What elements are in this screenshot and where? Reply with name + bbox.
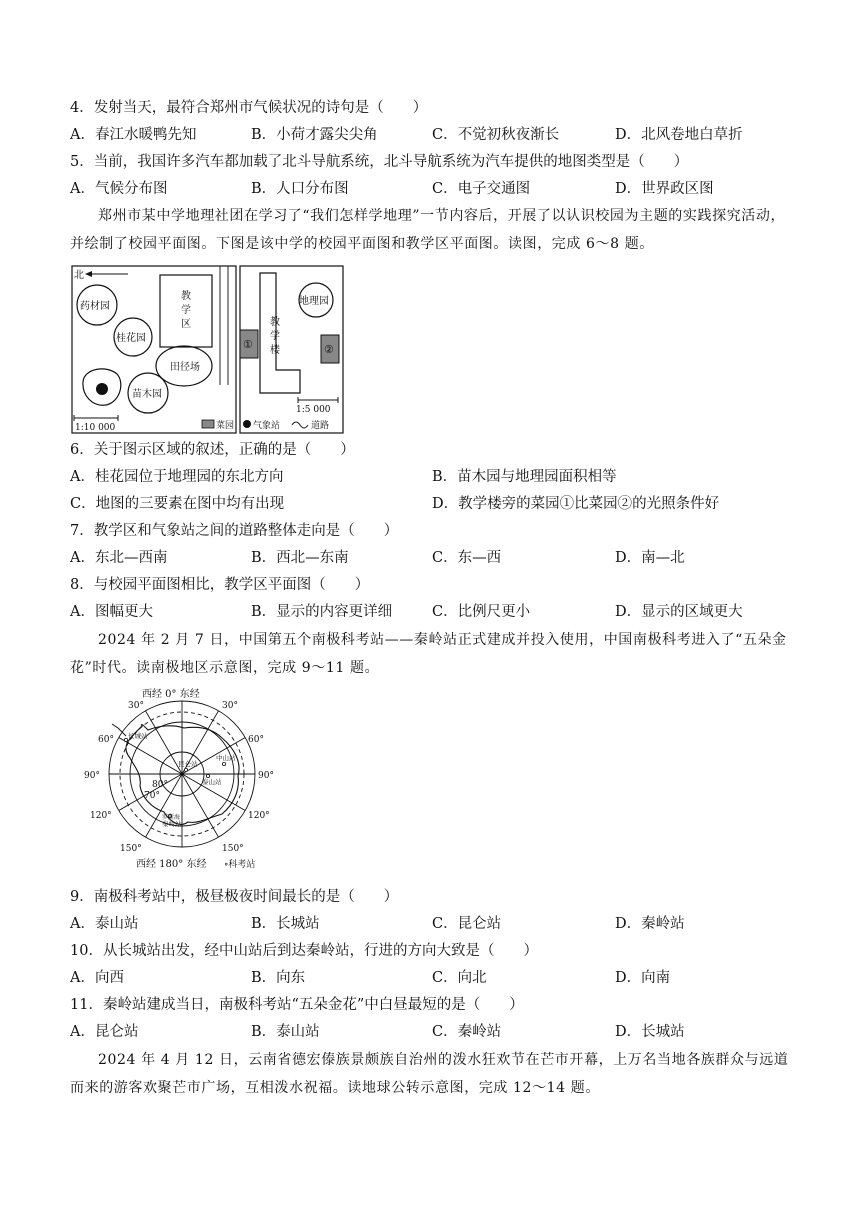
option-b: B．人口分布图 bbox=[251, 181, 349, 197]
option-d: D．南—北 bbox=[615, 550, 685, 566]
option-d: D．长城站 bbox=[615, 1024, 685, 1040]
question-4-stem: 4．发射当天，最符合郑州市气候状况的诗句是（ ） bbox=[70, 100, 428, 116]
teaching-building-label-1: 教 bbox=[270, 317, 280, 328]
legend-weather-label: 气象站 bbox=[253, 421, 281, 431]
option-b: B．苗木园与地理园面积相等 bbox=[432, 469, 617, 485]
qinling-station-label: 秦岭站 bbox=[162, 820, 182, 828]
lon-60-right: 60° bbox=[248, 735, 264, 745]
option-b: B．显示的内容更详细 bbox=[251, 604, 393, 620]
option-d: D．秦岭站 bbox=[615, 916, 685, 932]
festival-passage: 2024 年 4 月 12 日，云南省德宏傣族景颇族自治州的泼水狂欢节在芒市开幕，上万名当地各族群众与远道而来的游客欢聚芒市广场，互相泼水祝福。读地球公转示意图，完成 12～14 题。 bbox=[70, 1052, 789, 1096]
kunlun-station-label: 昆仑站 bbox=[178, 760, 198, 768]
question-9-stem: 9．南极科考站中，极昼极夜时间最长的是（ ） bbox=[70, 889, 399, 905]
legend-vegetable-icon bbox=[202, 420, 214, 428]
question-5-stem: 5．当前，我国许多汽车都加载了北斗导航系统，北斗导航系统为汽车提供的地图类型是（ ） bbox=[70, 154, 689, 170]
option-d: D．向南 bbox=[615, 970, 671, 986]
lon-150-right: 150° bbox=[222, 844, 244, 854]
osmanthus-garden-label: 桂花园 bbox=[116, 333, 146, 344]
option-c: C．地图的三要素在图中均有出现 bbox=[70, 496, 285, 512]
medicinal-garden-label: 药材园 bbox=[80, 301, 110, 312]
option-b: B．向东 bbox=[251, 970, 306, 986]
ross-sea-label: 罗斯海 bbox=[162, 814, 181, 821]
bottom-label: 西经 180° 东经 bbox=[136, 859, 207, 870]
station-legend: ∘科考站 bbox=[224, 860, 256, 870]
option-a: A．春江水暖鸭先知 bbox=[70, 127, 197, 143]
lon-120-left: 120° bbox=[90, 811, 112, 821]
scale-left: 1:10 000 bbox=[75, 423, 116, 433]
teaching-area-label-1: 教 bbox=[181, 291, 191, 302]
lon-90-left: 90° bbox=[84, 771, 100, 781]
lon-30-right: 30° bbox=[222, 701, 238, 711]
antarctic-passage: 2024 年 2 月 7 日，中国第五个南极科考站——秦岭站正式建成并投入使用，中国南极科考进入了“五朵金花”时代。读南极地区示意图，完成 9～11 题。 bbox=[70, 632, 787, 676]
legend-road-icon bbox=[292, 422, 308, 428]
lon-90-right: 90° bbox=[258, 771, 274, 781]
lon-60-left: 60° bbox=[98, 735, 114, 745]
option-c: C．电子交通图 bbox=[432, 181, 531, 197]
plot-2-label: ② bbox=[324, 343, 334, 356]
geo-garden-label: 地理园 bbox=[299, 296, 329, 307]
option-c: C．昆仑站 bbox=[432, 916, 502, 932]
great-wall-station-label: 长城站 bbox=[128, 732, 148, 740]
question-11-stem: 11．秦岭站建成当日，南极科考站“五朵金花”中白昼最短的是（ ） bbox=[70, 997, 524, 1013]
campus-map-frame bbox=[72, 266, 236, 433]
weather-station-icon bbox=[96, 383, 108, 395]
plot-1-label: ① bbox=[243, 338, 253, 351]
question-8-stem: 8．与校园平面图相比，教学区平面图（ ） bbox=[70, 577, 370, 593]
option-c: C．秦岭站 bbox=[432, 1024, 502, 1040]
track-field-label: 田径场 bbox=[170, 362, 200, 373]
teaching-building-label-3: 楼 bbox=[270, 345, 280, 356]
top-label: 西经 0° 东经 bbox=[142, 689, 200, 700]
lon-150-left: 150° bbox=[120, 844, 142, 854]
option-a: A．图幅更大 bbox=[70, 604, 153, 620]
nursery-label: 苗木园 bbox=[132, 389, 162, 400]
option-c: C．向北 bbox=[432, 970, 487, 986]
lon-120-right: 120° bbox=[248, 811, 270, 821]
legend-road-label: 道路 bbox=[311, 421, 330, 431]
scale-right: 1:5 000 bbox=[296, 405, 331, 415]
option-a: A．桂花园位于地理园的东北方向 bbox=[70, 469, 284, 485]
antarctic-map-figure bbox=[82, 686, 292, 870]
option-a: A．昆仑站 bbox=[70, 1024, 139, 1040]
option-a: A．泰山站 bbox=[70, 916, 139, 932]
campus-passage: 郑州市某中学地理社团在学习了“我们怎样学地理”一节内容后，开展了以认识校园为主题的实践探究活动，并绘制了校园平面图。下图是该中学的校园平面图和教学区平面图。读图，完成 6～8 题。 bbox=[70, 208, 786, 252]
option-c: C．比例尺更小 bbox=[432, 604, 531, 620]
lat-70-label: 70° bbox=[144, 791, 160, 801]
option-d: D．北风卷地白草折 bbox=[615, 127, 743, 143]
teaching-area-label-3: 区 bbox=[181, 319, 191, 330]
legend-vegetable-label: 菜园 bbox=[216, 421, 235, 431]
option-d: D．教学楼旁的菜园①比菜园②的光照条件好 bbox=[432, 496, 720, 512]
option-d: D．显示的区域更大 bbox=[615, 604, 743, 620]
zhongshan-station-label: 中山站 bbox=[216, 754, 236, 762]
lat-80-label: 80° bbox=[152, 780, 168, 790]
legend-weather-icon bbox=[243, 420, 251, 428]
north-arrow-icon bbox=[85, 271, 128, 277]
zhongshan-station-icon bbox=[222, 762, 225, 765]
option-c: C．不觉初秋夜渐长 bbox=[432, 127, 560, 143]
question-7-stem: 7．教学区和气象站之间的道路整体走向是（ ） bbox=[70, 523, 399, 539]
campus-map-figure bbox=[70, 265, 345, 435]
question-6-stem: 6．关于图示区域的叙述，正确的是（ ） bbox=[70, 442, 355, 458]
question-10-stem: 10．从长城站出发，经中山站后到达秦岭站，行进的方向大致是（ ） bbox=[70, 943, 538, 959]
teaching-building-label-2: 学 bbox=[270, 331, 280, 342]
option-b: B．小荷才露尖尖角 bbox=[251, 127, 378, 143]
option-b: B．西北—东南 bbox=[251, 550, 349, 566]
option-b: B．长城站 bbox=[251, 916, 320, 932]
option-c: C．东—西 bbox=[432, 550, 502, 566]
lon-30-left: 30° bbox=[128, 701, 144, 711]
option-b: B．泰山站 bbox=[251, 1024, 320, 1040]
option-d: D．世界政区图 bbox=[615, 181, 714, 197]
option-a: A．气候分布图 bbox=[70, 181, 168, 197]
teaching-area-label-2: 学 bbox=[181, 305, 191, 316]
option-a: A．向西 bbox=[70, 970, 124, 986]
option-a: A．东北—西南 bbox=[70, 550, 168, 566]
north-label: 北 bbox=[74, 270, 84, 281]
kunlun-station-icon bbox=[184, 768, 187, 771]
taishan-station-label: 泰山站 bbox=[202, 778, 222, 786]
